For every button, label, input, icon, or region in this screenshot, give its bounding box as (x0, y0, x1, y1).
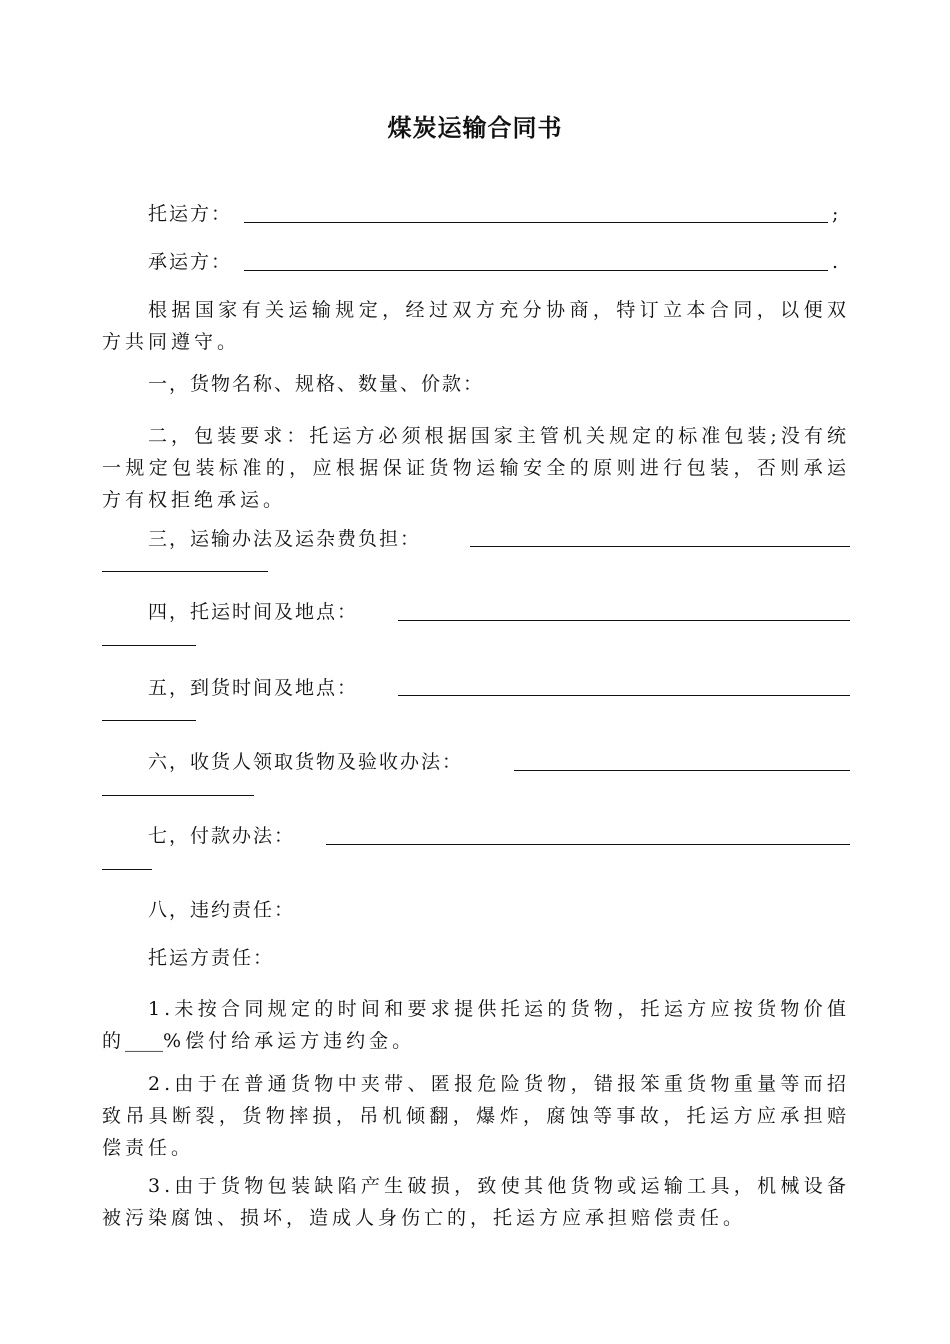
section-1: 一，货物名称、规格、数量、价款： (148, 373, 485, 395)
carrier-end: . (832, 251, 841, 273)
shipper-end: ; (832, 203, 841, 225)
liability-item-2: 2.由于在普通货物中夹带、匿报危险货物，错报笨重货物重量等而招致吊具断裂，货物摔损，吊机倾翻，爆炸，腐蚀等事故，托运方应承担赔偿责任。 (102, 1073, 850, 1159)
section-7-blank-line-2[interactable] (102, 869, 152, 870)
section-4-blank-line-1[interactable] (398, 620, 850, 621)
liability-item-1-text-end: %偿付给承运方违约金。 (163, 1030, 416, 1052)
section-7-blank-line-1[interactable] (326, 844, 850, 845)
section-2-paragraph: 二，包装要求：托运方必须根据国家主管机关规定的标准包装;没有统一规定包装标准的，应根据保证货物运输安全的原则进行包装，否则承运方有权拒绝承运。 (102, 425, 850, 511)
section-4-label: 四，托运时间及地点： (148, 601, 359, 623)
liability-item-3: 3.由于货物包装缺陷产生破损，致使其他货物或运输工具，机械设备被污染腐蚀、损坏，造成人身伤亡的，托运方应承担赔偿责任。 (102, 1175, 850, 1229)
shipper-blank-line[interactable] (244, 222, 828, 223)
carrier-label: 承运方： (148, 251, 233, 273)
section-3-label: 三，运输办法及运杂费负担： (148, 528, 422, 550)
intro-paragraph: 根据国家有关运输规定，经过双方充分协商，特订立本合同，以便双方共同遵守。 (102, 299, 850, 353)
liability-item-1-blank[interactable]: ____ (125, 1030, 164, 1052)
liability-item-1-text: 1.未按合同规定的时间和要求提供托运的货物，托运方应按货物价值的 (102, 998, 850, 1052)
document-title: 煤炭运输合同书 (387, 114, 563, 142)
section-5-blank-line-1[interactable] (398, 695, 850, 696)
carrier-row (148, 246, 232, 278)
section-8: 八，违约责任： (148, 899, 296, 921)
section-4-blank-line-2[interactable] (102, 645, 196, 646)
section-3-blank-line-1[interactable] (470, 546, 850, 547)
section-6-label: 六，收货人领取货物及验收办法： (148, 751, 464, 773)
section-3-blank-line-2[interactable] (102, 571, 268, 572)
section-5-label: 五，到货时间及地点： (148, 677, 359, 699)
shipper-row (148, 198, 232, 230)
section-7-label: 七，付款办法： (148, 825, 296, 847)
section-6-blank-line-1[interactable] (514, 770, 850, 771)
shipper-liability-heading: 托运方责任： (148, 947, 275, 969)
section-6-blank-line-2[interactable] (102, 795, 254, 796)
shipper-label: 托运方： (148, 203, 233, 225)
section-5-blank-line-2[interactable] (102, 720, 196, 721)
liability-item-1 (102, 993, 850, 1057)
carrier-blank-line[interactable] (244, 270, 828, 271)
